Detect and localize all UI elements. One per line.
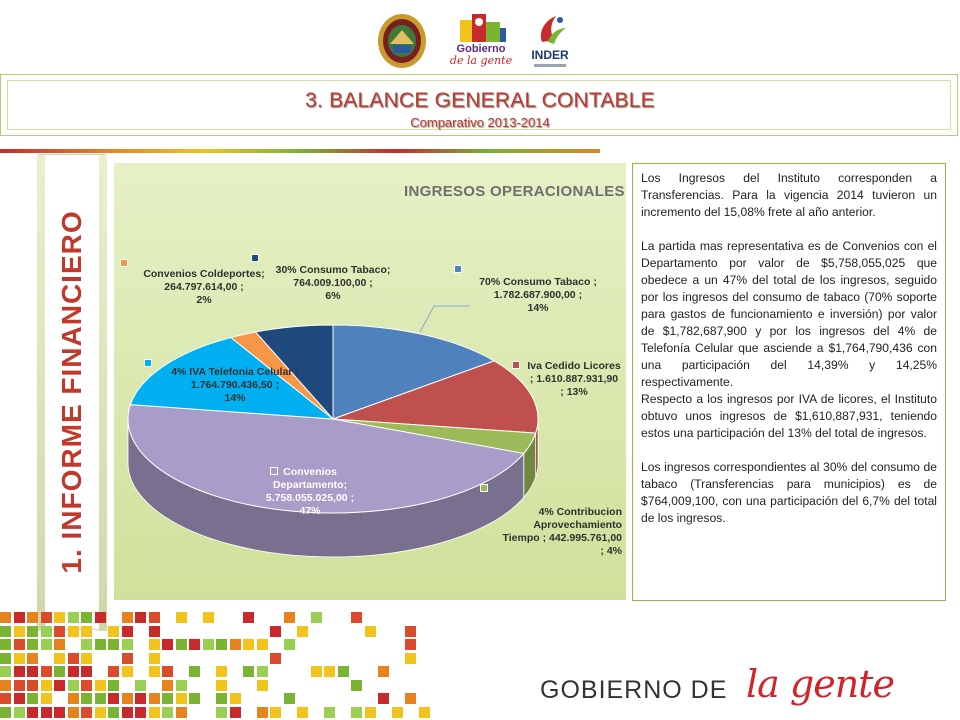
slice-label-line: ; 4% (600, 545, 622, 557)
paragraph-gap (641, 442, 937, 459)
mosaic-square (27, 707, 38, 718)
mosaic-square (81, 693, 92, 704)
mosaic-square (405, 639, 416, 650)
mosaic-square (54, 707, 65, 718)
mosaic-square (95, 680, 106, 691)
mosaic-square (68, 612, 79, 623)
mosaic-square (365, 626, 376, 637)
mosaic-square (108, 693, 119, 704)
mosaic-square (122, 653, 133, 664)
logo-gobierno-subtext: de la gente (449, 54, 513, 67)
mosaic-square (54, 612, 65, 623)
mosaic-square (135, 612, 146, 623)
slice-label-line: 264.797.614,00 ; (164, 281, 244, 293)
mosaic-square (216, 680, 227, 691)
mosaic-square (135, 693, 146, 704)
mosaic-square (54, 639, 65, 650)
mosaic-square (81, 626, 92, 637)
paragraph-gap (641, 221, 937, 238)
mosaic-square (203, 639, 214, 650)
mosaic-square (257, 707, 268, 718)
mosaic-square (41, 707, 52, 718)
slice-label-1 (524, 360, 624, 399)
mosaic-square (14, 666, 25, 677)
mosaic-square (27, 612, 38, 623)
paragraph-1: Los Ingresos del Instituto corresponden a Transferencias. Para la vigencia 2014 tuvieron un incremento del 15,08% frete al año anterior. (641, 171, 937, 219)
legend-marker-4 (144, 359, 152, 367)
mosaic-square (149, 612, 160, 623)
mosaic-square (27, 680, 38, 691)
mosaic-square (54, 666, 65, 677)
mosaic-square (162, 666, 173, 677)
page-title: 3. BALANCE GENERAL CONTABLE (305, 89, 655, 112)
mosaic-square (351, 680, 362, 691)
mosaic-square (162, 693, 173, 704)
mosaic-square (176, 693, 187, 704)
leader-line (420, 306, 470, 332)
mosaic-square (41, 612, 52, 623)
mosaic-square (176, 639, 187, 650)
mosaic-square (243, 666, 254, 677)
mosaic-square (27, 653, 38, 664)
description-panel (632, 163, 946, 601)
mosaic-square (392, 707, 403, 718)
mosaic-square (27, 693, 38, 704)
mosaic-square (378, 666, 389, 677)
mosaic-square (0, 666, 11, 677)
mosaic-square (405, 626, 416, 637)
mosaic-square (0, 612, 11, 623)
mosaic-square (14, 639, 25, 650)
slice-label-2 (472, 506, 622, 558)
slice-label-line: Aprovechamiento (533, 519, 622, 531)
legend-marker-1 (512, 361, 520, 369)
mosaic-square (405, 693, 416, 704)
slice-label-line: 47% (299, 505, 321, 517)
mosaic-square (41, 639, 52, 650)
mosaic-square (189, 639, 200, 650)
mosaic-square (405, 653, 416, 664)
mosaic-square (216, 707, 227, 718)
mosaic-square (324, 707, 335, 718)
mosaic-square (149, 653, 160, 664)
mosaic-square (284, 612, 295, 623)
slice-label-line: 1.782.687.900,00 ; (493, 289, 583, 301)
mosaic-square (14, 707, 25, 718)
mosaic-square (243, 639, 254, 650)
mosaic-square (14, 693, 25, 704)
mosaic-square (189, 693, 200, 704)
slice-label-line: 6% (325, 290, 341, 302)
mosaic-square (230, 693, 241, 704)
mosaic-square (378, 693, 389, 704)
mosaic-square (122, 639, 133, 650)
slice-label-line: Iva Cedido Licores (527, 360, 621, 372)
mosaic-square (122, 666, 133, 677)
mosaic-square (41, 626, 52, 637)
mosaic-square (14, 653, 25, 664)
mosaic-square (108, 707, 119, 718)
mosaic-square (257, 680, 268, 691)
mosaic-square (149, 707, 160, 718)
mosaic-square (95, 612, 106, 623)
mosaic-square (419, 707, 430, 718)
legend-marker-0 (454, 265, 462, 273)
mosaic-square (284, 693, 295, 704)
paragraph-3: Respecto a los ingresos por IVA de licores, el Instituto obtuvo unos ingresos de $1,610,887,931, teniendo estos una participación del 13% del total de ingresos. (641, 392, 937, 440)
mosaic-square (68, 653, 79, 664)
mosaic-square (176, 707, 187, 718)
mosaic-square (311, 612, 322, 623)
mosaic-square (0, 626, 11, 637)
legend-marker-2 (480, 484, 488, 492)
slice-label-5 (134, 268, 274, 307)
mosaic-square (27, 639, 38, 650)
mosaic-square (27, 666, 38, 677)
mosaic-square (216, 666, 227, 677)
mosaic-square (41, 680, 52, 691)
mosaic-square (54, 680, 65, 691)
slice-label-line: 14% (224, 392, 246, 404)
slice-label-4 (152, 366, 318, 405)
mosaic-square (216, 693, 227, 704)
mosaic-square (270, 707, 281, 718)
slice-label-line: ; 1.610.887.931,90 (529, 373, 619, 385)
mosaic-square (81, 680, 92, 691)
slice-label-line: 14% (527, 302, 549, 314)
mosaic-square (162, 707, 173, 718)
mosaic-square (338, 666, 349, 677)
mosaic-square (365, 707, 376, 718)
mosaic-square (162, 639, 173, 650)
mosaic-square (81, 639, 92, 650)
slice-label-line: Tiempo ; 442.995.761,00 (502, 532, 622, 544)
logo-gobierno-text: Gobierno (456, 43, 506, 55)
slice-label-line: Departamento; (272, 479, 348, 491)
mosaic-square (351, 612, 362, 623)
mosaic-square (14, 626, 25, 637)
slice-label-3 (240, 466, 380, 518)
mosaic-square (230, 707, 241, 718)
mosaic-square (270, 653, 281, 664)
slice-label-line: 5.758.055.025,00 ; (265, 492, 355, 504)
mosaic-square (81, 653, 92, 664)
mosaic-square (54, 653, 65, 664)
mosaic-square (176, 612, 187, 623)
slice-label-line: 30% Consumo Tabaco; (275, 264, 391, 276)
mosaic-square (149, 626, 160, 637)
mosaic-square (230, 639, 241, 650)
mosaic-square (95, 707, 106, 718)
mosaic-square (216, 639, 227, 650)
section-label: 1. INFORME FINANCIERO (56, 210, 87, 574)
slice-label-line: 2% (196, 294, 212, 306)
mosaic-square (135, 680, 146, 691)
slice-label-0 (468, 276, 608, 315)
mosaic-square (0, 707, 11, 718)
mosaic-square (0, 680, 11, 691)
mosaic-square (41, 666, 52, 677)
slice-label-line: 764.009.100,00 ; (293, 277, 373, 289)
mosaic-square (243, 612, 254, 623)
mosaic-square (41, 693, 52, 704)
slice-label-line: 70% Consumo Tabaco ; (479, 276, 597, 288)
mosaic-square (108, 680, 119, 691)
mosaic-square (122, 707, 133, 718)
mosaic-square (149, 693, 160, 704)
mosaic-square (81, 666, 92, 677)
mosaic-square (351, 707, 362, 718)
mosaic-square (68, 693, 79, 704)
slice-label-line: ; 13% (560, 386, 588, 398)
color-mosaic (0, 612, 460, 720)
footer-text: GOBIERNO DE (540, 676, 728, 704)
mosaic-square (162, 680, 173, 691)
mosaic-square (108, 666, 119, 677)
mosaic-square (108, 639, 119, 650)
mosaic-square (27, 626, 38, 637)
legend-marker-6 (251, 254, 259, 262)
mosaic-square (54, 626, 65, 637)
mosaic-square (68, 680, 79, 691)
mosaic-square (122, 626, 133, 637)
mosaic-square (68, 707, 79, 718)
mosaic-square (257, 639, 268, 650)
mosaic-square (95, 639, 106, 650)
mosaic-square (149, 639, 160, 650)
legend-marker-5 (120, 259, 128, 267)
mosaic-square (324, 666, 335, 677)
mosaic-square (81, 612, 92, 623)
mosaic-square (149, 666, 160, 677)
mosaic-square (81, 707, 92, 718)
slice-label-line: 4% IVA Telefonia Celular ; (171, 366, 299, 378)
slice-label-line: Convenios Coldeportes; (143, 268, 265, 280)
mosaic-square (284, 639, 295, 650)
slice-label-line: 4% Contribucion (538, 506, 622, 518)
mosaic-square (203, 612, 214, 623)
mosaic-square (297, 626, 308, 637)
mosaic-square (14, 612, 25, 623)
mosaic-square (95, 693, 106, 704)
footer-brand: la gente (746, 662, 894, 706)
mosaic-square (14, 680, 25, 691)
mosaic-square (176, 680, 187, 691)
mosaic-square (189, 666, 200, 677)
page-subtitle: Comparativo 2013-2014 (410, 115, 550, 130)
mosaic-square (68, 666, 79, 677)
mosaic-square (68, 626, 79, 637)
mosaic-square (311, 666, 322, 677)
mosaic-square (135, 707, 146, 718)
mosaic-square (108, 626, 119, 637)
paragraph-2: La partida mas representativa es de Convenios con el Departamento por valor de $5,758,055,025 que obedece a un 47% del total de los ingresos, seguido por los ingresos del consumo de tabaco (70% soporte para gastos de funcionamiento e inversión) por valor de $1,782,687,900 y por los ingresos del 4% de Telefonía Celular que asciende a $1,764,790,436 con una participación del 14,39% y 14,25% respectivamente. (641, 239, 937, 389)
slice-label-line: Convenios (283, 466, 337, 478)
mosaic-square (122, 693, 133, 704)
mosaic-square (0, 693, 11, 704)
slice-label-6 (266, 264, 400, 303)
mosaic-square (257, 666, 268, 677)
paragraph-4: Los ingresos correspondientes al 30% del consumo de tabaco (Transferencias para municipios) es de $764,009,100, con una participación del 6,7% del total de los ingresos. (641, 460, 937, 525)
mosaic-square (122, 612, 133, 623)
mosaic-square (297, 707, 308, 718)
logo-inder-text: INDER (531, 48, 569, 62)
chart-title: INGRESOS OPERACIONALES (404, 183, 625, 200)
mosaic-square (0, 639, 11, 650)
slice-label-line: 1.764.790.436,50 ; (190, 379, 280, 391)
mosaic-square (270, 626, 281, 637)
mosaic-square (0, 653, 11, 664)
